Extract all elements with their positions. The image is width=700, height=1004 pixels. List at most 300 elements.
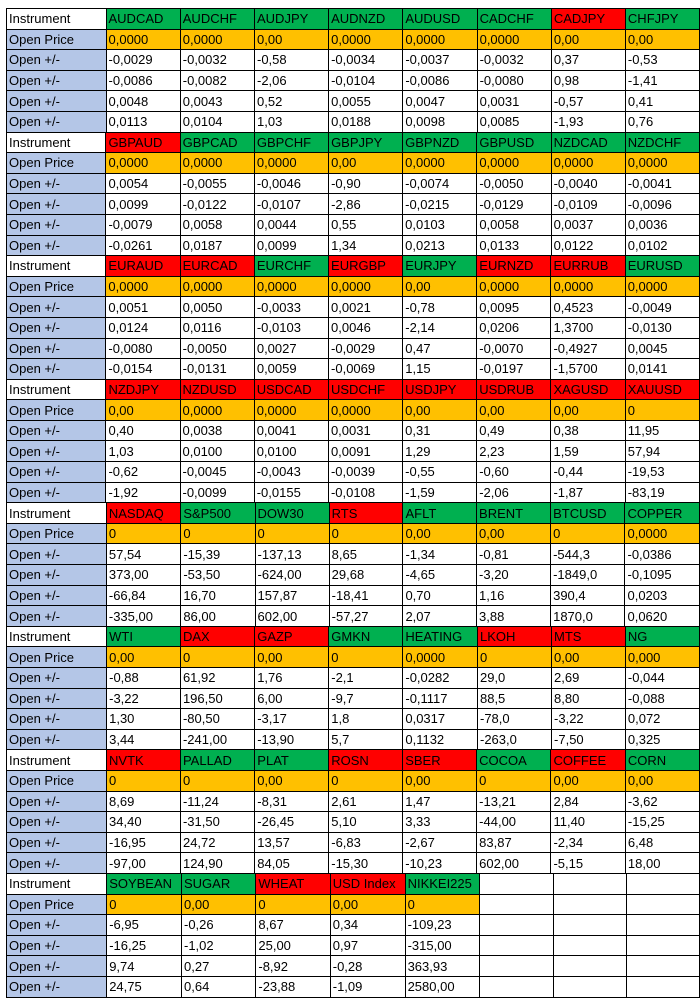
open-change-cell: -0,0033 (254, 297, 328, 318)
instrument-name-cell: COFFEE (551, 750, 625, 771)
open-change-row (7, 482, 700, 503)
open-change-cell: 34,40 (107, 812, 181, 833)
open-change-cell: 602,00 (477, 853, 551, 874)
open-change-label: Open +/- (7, 812, 107, 833)
open-change-cell: 0,0036 (625, 214, 699, 235)
open-change-cell: 25,00 (256, 935, 330, 956)
open-change-row (7, 853, 700, 874)
open-change-label: Open +/- (7, 297, 106, 318)
open-change-cell: 2,69 (552, 668, 626, 689)
open-change-cell: 8,65 (329, 544, 403, 565)
open-price-cell: 0,00 (182, 894, 256, 915)
open-change-cell: 0,0031 (477, 91, 551, 112)
open-price-row (7, 647, 700, 668)
open-change-row (7, 50, 700, 71)
open-change-cell: 57,94 (625, 441, 699, 462)
open-price-cell: 0 (106, 523, 180, 544)
open-change-cell: 83,87 (477, 832, 551, 853)
open-change-cell: 0,0058 (180, 214, 254, 235)
open-change-cell: -53,50 (181, 565, 255, 586)
open-price-label: Open Price (7, 770, 107, 791)
open-price-cell: 0,00 (551, 400, 625, 421)
open-change-cell: 84,05 (255, 853, 329, 874)
open-change-cell: 1,29 (403, 441, 477, 462)
open-change-label: Open +/- (7, 235, 106, 256)
open-price-cell: 0 (180, 647, 254, 668)
open-price-cell: 0,0000 (625, 523, 700, 544)
open-change-cell: -97,00 (107, 853, 181, 874)
empty-cell (480, 935, 553, 956)
open-change-row (7, 915, 700, 936)
open-change-cell: -0,0041 (625, 173, 699, 194)
open-change-cell: -315,00 (405, 935, 480, 956)
open-change-cell: 0,0099 (106, 194, 180, 215)
open-change-label: Open +/- (7, 688, 107, 709)
open-change-cell: 11,40 (551, 812, 625, 833)
open-change-label: Open +/- (7, 420, 106, 441)
empty-cell (626, 915, 699, 936)
open-change-row (7, 812, 700, 833)
open-change-cell: -0,0080 (477, 70, 551, 91)
open-change-cell: -0,0086 (403, 70, 477, 91)
open-change-row (7, 688, 700, 709)
open-change-cell: 0,0103 (403, 214, 477, 235)
open-change-cell: 0,0027 (254, 338, 328, 359)
open-change-cell: -0,88 (107, 668, 181, 689)
open-price-cell: 0,0000 (180, 29, 254, 50)
open-change-cell: -15,25 (625, 812, 699, 833)
instrument-name-cell: GBPCAD (180, 132, 254, 153)
open-change-cell: -0,0029 (106, 50, 180, 71)
instrument-block (6, 502, 700, 627)
open-change-label: Open +/- (7, 462, 106, 483)
instrument-name-cell: NZDCAD (551, 132, 625, 153)
instrument-row (7, 503, 700, 524)
open-change-cell: -0,044 (625, 668, 699, 689)
open-change-cell: -0,0215 (403, 194, 477, 215)
open-price-cell: 0,0000 (254, 153, 328, 174)
empty-cell (626, 873, 699, 894)
open-change-cell: -18,41 (329, 585, 403, 606)
instrument-name-cell: MTS (552, 626, 626, 647)
open-change-cell: -0,1095 (625, 565, 700, 586)
open-price-cell: 0,00 (552, 647, 626, 668)
open-change-cell: -2,86 (329, 194, 403, 215)
open-change-cell: -57,27 (329, 606, 403, 627)
open-change-label: Open +/- (7, 915, 107, 936)
instrument-name-cell: NIKKEI225 (405, 873, 480, 894)
open-change-cell: 0,0091 (328, 441, 402, 462)
open-change-cell: -0,0131 (180, 359, 254, 380)
open-change-cell: -13,21 (477, 791, 551, 812)
instrument-name-cell: COPPER (625, 503, 700, 524)
instrument-label: Instrument (7, 256, 106, 277)
open-change-label: Open +/- (7, 544, 107, 565)
open-price-cell: 0,0000 (254, 400, 328, 421)
empty-cell (626, 956, 699, 977)
open-change-cell: 16,70 (181, 585, 255, 606)
instrument-label: Instrument (7, 750, 107, 771)
open-change-cell: 0,0104 (180, 111, 254, 132)
open-price-cell: 0,00 (255, 647, 329, 668)
instrument-name-cell: NG (625, 626, 699, 647)
open-change-cell: 0,325 (625, 729, 699, 750)
open-change-cell: 0,97 (330, 935, 405, 956)
open-price-row (7, 400, 700, 421)
open-change-cell: -0,0109 (551, 194, 625, 215)
open-price-cell: 0,0000 (403, 29, 477, 50)
open-change-cell: 0,0041 (254, 420, 328, 441)
open-change-cell: 0,0055 (329, 91, 403, 112)
open-change-cell: 0,70 (403, 585, 477, 606)
open-change-label: Open +/- (7, 214, 106, 235)
open-change-cell: -0,0046 (254, 173, 328, 194)
open-price-cell: 0,0000 (180, 153, 254, 174)
open-change-cell: 0,38 (551, 420, 625, 441)
open-change-cell: -2,14 (403, 317, 477, 338)
instrument-name-cell: GMKN (329, 626, 403, 647)
open-change-cell: 6,48 (625, 832, 699, 853)
open-change-cell: 0,0133 (477, 235, 551, 256)
open-change-cell: -6,83 (329, 832, 403, 853)
open-price-cell: 0 (107, 770, 181, 791)
open-change-cell: -3,22 (107, 688, 181, 709)
open-change-cell: 363,93 (405, 956, 480, 977)
open-change-cell: -16,25 (107, 935, 182, 956)
open-price-row (7, 153, 700, 174)
open-change-row (7, 194, 700, 215)
open-change-cell: 0,0620 (625, 606, 700, 627)
open-change-cell: -23,88 (256, 976, 330, 997)
open-price-label: Open Price (7, 894, 107, 915)
open-change-cell: 0,0058 (477, 214, 551, 235)
open-change-cell: 1,15 (403, 359, 477, 380)
open-change-cell: -544,3 (551, 544, 625, 565)
open-change-cell: -1,09 (330, 976, 405, 997)
open-change-cell: -1,5700 (551, 359, 625, 380)
open-change-cell: 0,31 (403, 420, 477, 441)
open-change-label: Open +/- (7, 709, 107, 730)
open-change-row (7, 441, 700, 462)
open-change-cell: -0,26 (182, 915, 256, 936)
open-change-cell: -0,1117 (403, 688, 478, 709)
open-change-cell: 0,0100 (180, 441, 254, 462)
open-change-cell: -0,0045 (180, 462, 254, 483)
open-change-label: Open +/- (7, 194, 106, 215)
open-change-cell: -0,0080 (106, 338, 180, 359)
instrument-name-cell: ROSN (329, 750, 403, 771)
open-change-row (7, 791, 700, 812)
open-change-cell: 0,0050 (180, 297, 254, 318)
open-change-cell: 0,0124 (106, 317, 180, 338)
open-change-row (7, 585, 700, 606)
open-change-cell: -66,84 (106, 585, 180, 606)
open-change-label: Open +/- (7, 832, 107, 853)
open-change-cell: -0,0282 (403, 668, 478, 689)
open-price-cell: 0,0000 (329, 29, 403, 50)
open-change-row (7, 297, 700, 318)
open-price-cell: 0 (625, 400, 699, 421)
open-change-cell: -0,0261 (106, 235, 180, 256)
open-change-cell: 2,07 (403, 606, 477, 627)
open-change-cell: 0,0044 (254, 214, 328, 235)
instrument-name-cell: USD Index (330, 873, 405, 894)
open-price-cell: 0,000 (625, 647, 699, 668)
open-change-cell: -11,24 (180, 791, 254, 812)
open-change-cell: 2580,00 (405, 976, 480, 997)
empty-cell (553, 976, 626, 997)
open-change-cell: -0,0086 (106, 70, 180, 91)
open-change-cell: -1,02 (182, 935, 256, 956)
open-change-row (7, 565, 700, 586)
open-change-cell: -8,92 (256, 956, 330, 977)
open-price-cell: 0,00 (551, 770, 625, 791)
open-change-cell: -0,0103 (254, 317, 328, 338)
open-change-cell: 0,0203 (625, 585, 700, 606)
open-change-cell: -0,088 (625, 688, 699, 709)
open-change-cell: 0,0187 (180, 235, 254, 256)
open-change-label: Open +/- (7, 317, 106, 338)
instrument-name-cell: COCOA (477, 750, 551, 771)
open-change-cell: -0,0039 (328, 462, 402, 483)
open-price-cell: 0,0000 (477, 29, 551, 50)
instrument-name-cell: RTS (329, 503, 403, 524)
open-price-cell: 0 (477, 770, 551, 791)
open-change-cell: -80,50 (180, 709, 254, 730)
open-change-cell: -31,50 (180, 812, 254, 833)
open-change-cell: -0,0055 (180, 173, 254, 194)
open-price-cell: 0 (329, 770, 403, 791)
open-change-cell: -44,00 (477, 812, 551, 833)
open-change-cell: -83,19 (625, 482, 699, 503)
open-change-cell: -0,0104 (329, 70, 403, 91)
open-change-label: Open +/- (7, 173, 106, 194)
empty-cell (553, 956, 626, 977)
open-change-cell: -0,0032 (180, 50, 254, 71)
open-change-cell: 8,80 (552, 688, 626, 709)
open-change-cell: 1,59 (551, 441, 625, 462)
open-change-cell: -263,0 (477, 729, 551, 750)
open-change-label: Open +/- (7, 91, 107, 112)
open-price-cell: 0,0000 (403, 647, 478, 668)
open-change-row (7, 956, 700, 977)
empty-cell (626, 935, 699, 956)
open-change-cell: -10,23 (403, 853, 477, 874)
open-change-cell: 0,37 (551, 50, 625, 71)
open-change-cell: 0,0102 (625, 235, 699, 256)
open-price-row (7, 523, 700, 544)
open-change-cell: 390,4 (551, 585, 625, 606)
open-price-cell: 0,0000 (625, 276, 699, 297)
instrument-row (7, 379, 700, 400)
open-price-cell: 0,0000 (403, 153, 477, 174)
open-change-cell: 0,0122 (551, 235, 625, 256)
open-change-row (7, 935, 700, 956)
open-change-cell: 3,88 (477, 606, 551, 627)
instrument-name-cell: AUDUSD (403, 9, 477, 30)
open-change-cell: -2,06 (477, 482, 551, 503)
open-change-cell: 0,0051 (106, 297, 180, 318)
open-change-cell: -0,0079 (106, 214, 180, 235)
empty-cell (480, 873, 553, 894)
open-change-cell: 0,52 (255, 91, 329, 112)
open-price-cell: 0,0000 (106, 276, 180, 297)
open-change-cell: 0,0116 (180, 317, 254, 338)
open-change-cell: 1,47 (403, 791, 477, 812)
open-change-cell: 0,0100 (254, 441, 328, 462)
open-change-cell: -1,59 (403, 482, 477, 503)
instrument-name-cell: USDCHF (328, 379, 402, 400)
open-change-cell: -624,00 (255, 565, 329, 586)
open-change-label: Open +/- (7, 976, 107, 997)
instrument-block (6, 626, 700, 751)
instrument-name-cell: GBPUSD (477, 132, 551, 153)
empty-cell (553, 873, 626, 894)
open-change-cell: -0,81 (477, 544, 551, 565)
instrument-name-cell: SUGAR (182, 873, 256, 894)
open-change-cell: -0,0122 (180, 194, 254, 215)
instrument-name-cell: USDRUB (477, 379, 551, 400)
instrument-block (6, 379, 700, 504)
instrument-name-cell: DOW30 (255, 503, 329, 524)
open-change-label: Open +/- (7, 565, 107, 586)
open-change-cell: -0,62 (106, 462, 180, 483)
open-change-cell: -3,17 (255, 709, 329, 730)
open-change-cell: 1,16 (477, 585, 551, 606)
open-change-cell: 0,072 (625, 709, 699, 730)
empty-cell (553, 894, 626, 915)
instrument-name-cell: EURCHF (254, 256, 328, 277)
open-change-cell: -0,78 (403, 297, 477, 318)
open-change-cell: 0,0213 (403, 235, 477, 256)
open-change-row (7, 91, 700, 112)
open-change-cell: 0,0037 (551, 214, 625, 235)
open-change-cell: 0,0021 (329, 297, 403, 318)
instrument-name-cell: GBPCHF (254, 132, 328, 153)
open-change-cell: 1,8 (329, 709, 403, 730)
open-change-cell: 9,74 (107, 956, 182, 977)
open-change-row (7, 359, 700, 380)
open-change-label: Open +/- (7, 111, 107, 132)
instrument-label: Instrument (7, 626, 107, 647)
open-change-label: Open +/- (7, 853, 107, 874)
open-change-cell: -3,20 (477, 565, 551, 586)
instrument-name-cell: WHEAT (256, 873, 330, 894)
open-change-cell: -137,13 (255, 544, 329, 565)
open-change-cell: -2,67 (403, 832, 477, 853)
open-change-cell: -4,65 (403, 565, 477, 586)
open-change-cell: 2,84 (551, 791, 625, 812)
open-change-row (7, 317, 700, 338)
open-price-cell: 0,0000 (329, 276, 403, 297)
instrument-name-cell: NZDJPY (106, 379, 180, 400)
instrument-name-cell: PALLAD (180, 750, 254, 771)
open-change-cell: 0,0047 (403, 91, 477, 112)
instrument-name-cell: BTCUSD (551, 503, 625, 524)
open-change-cell: 1,03 (255, 111, 329, 132)
open-change-label: Open +/- (7, 956, 107, 977)
empty-cell (480, 976, 553, 997)
instrument-name-cell: GAZP (255, 626, 329, 647)
open-change-label: Open +/- (7, 729, 107, 750)
open-change-cell: -3,62 (625, 791, 699, 812)
open-change-cell: 8,69 (107, 791, 181, 812)
instrument-name-cell: AUDJPY (255, 9, 329, 30)
instrument-name-cell: GBPAUD (106, 132, 180, 153)
open-change-row (7, 462, 700, 483)
instrument-name-cell: DAX (180, 626, 254, 647)
open-change-cell: -1,87 (551, 482, 625, 503)
instrument-name-cell: EURCAD (180, 256, 254, 277)
instrument-name-cell: WTI (107, 626, 181, 647)
open-change-cell: 29,0 (477, 668, 551, 689)
empty-cell (626, 894, 699, 915)
open-change-cell: -0,0037 (403, 50, 477, 71)
open-change-cell: -2,34 (551, 832, 625, 853)
instrument-name-cell: GBPNZD (403, 132, 477, 153)
open-change-cell: -0,0099 (180, 482, 254, 503)
open-change-cell: -0,0130 (625, 317, 699, 338)
open-price-cell: 0,00 (107, 647, 181, 668)
open-change-cell: 24,72 (180, 832, 254, 853)
open-change-cell: -78,0 (477, 709, 551, 730)
open-change-cell: -0,0034 (329, 50, 403, 71)
open-price-cell: 0,00 (551, 29, 625, 50)
instrument-block (6, 255, 700, 380)
instrument-name-cell: PLAT (255, 750, 329, 771)
open-change-cell: 0,0141 (625, 359, 699, 380)
open-price-cell: 0,00 (329, 153, 403, 174)
open-change-cell: -0,0049 (625, 297, 699, 318)
open-change-cell: 61,92 (180, 668, 254, 689)
open-change-cell: 0,0188 (329, 111, 403, 132)
open-change-cell: -0,0096 (625, 194, 699, 215)
open-change-cell: -8,31 (255, 791, 329, 812)
open-price-cell: 0,0000 (180, 276, 254, 297)
open-change-row (7, 214, 700, 235)
open-change-cell: -0,0069 (329, 359, 403, 380)
open-change-cell: 0,49 (477, 420, 551, 441)
instrument-name-cell: AUDNZD (329, 9, 403, 30)
open-change-cell: 1,03 (106, 441, 180, 462)
open-change-cell: 0,98 (551, 70, 625, 91)
instrument-row (7, 626, 700, 647)
instrument-name-cell: XAUUSD (625, 379, 699, 400)
open-change-row (7, 111, 700, 132)
instrument-name-cell: CHFJPY (625, 9, 699, 30)
instrument-name-cell: EURNZD (477, 256, 551, 277)
open-change-cell: -0,0032 (477, 50, 551, 71)
open-change-row (7, 420, 700, 441)
open-price-cell: 0 (107, 894, 182, 915)
open-price-label: Open Price (7, 276, 106, 297)
open-price-cell: 0,0000 (106, 29, 180, 50)
open-price-cell: 0 (477, 647, 551, 668)
open-change-row (7, 544, 700, 565)
open-change-cell: 29,68 (329, 565, 403, 586)
open-price-row (7, 770, 700, 791)
open-change-cell: 373,00 (106, 565, 180, 586)
open-change-cell: -0,0040 (551, 173, 625, 194)
open-change-cell: -0,4927 (551, 338, 625, 359)
open-price-cell: 0,0000 (551, 276, 625, 297)
open-change-label: Open +/- (7, 50, 107, 71)
open-price-cell: 0,00 (330, 894, 405, 915)
open-change-cell: -2,1 (329, 668, 403, 689)
open-price-cell: 0,0000 (254, 276, 328, 297)
open-price-cell: 0,0000 (477, 276, 551, 297)
open-change-cell: 1,30 (107, 709, 181, 730)
